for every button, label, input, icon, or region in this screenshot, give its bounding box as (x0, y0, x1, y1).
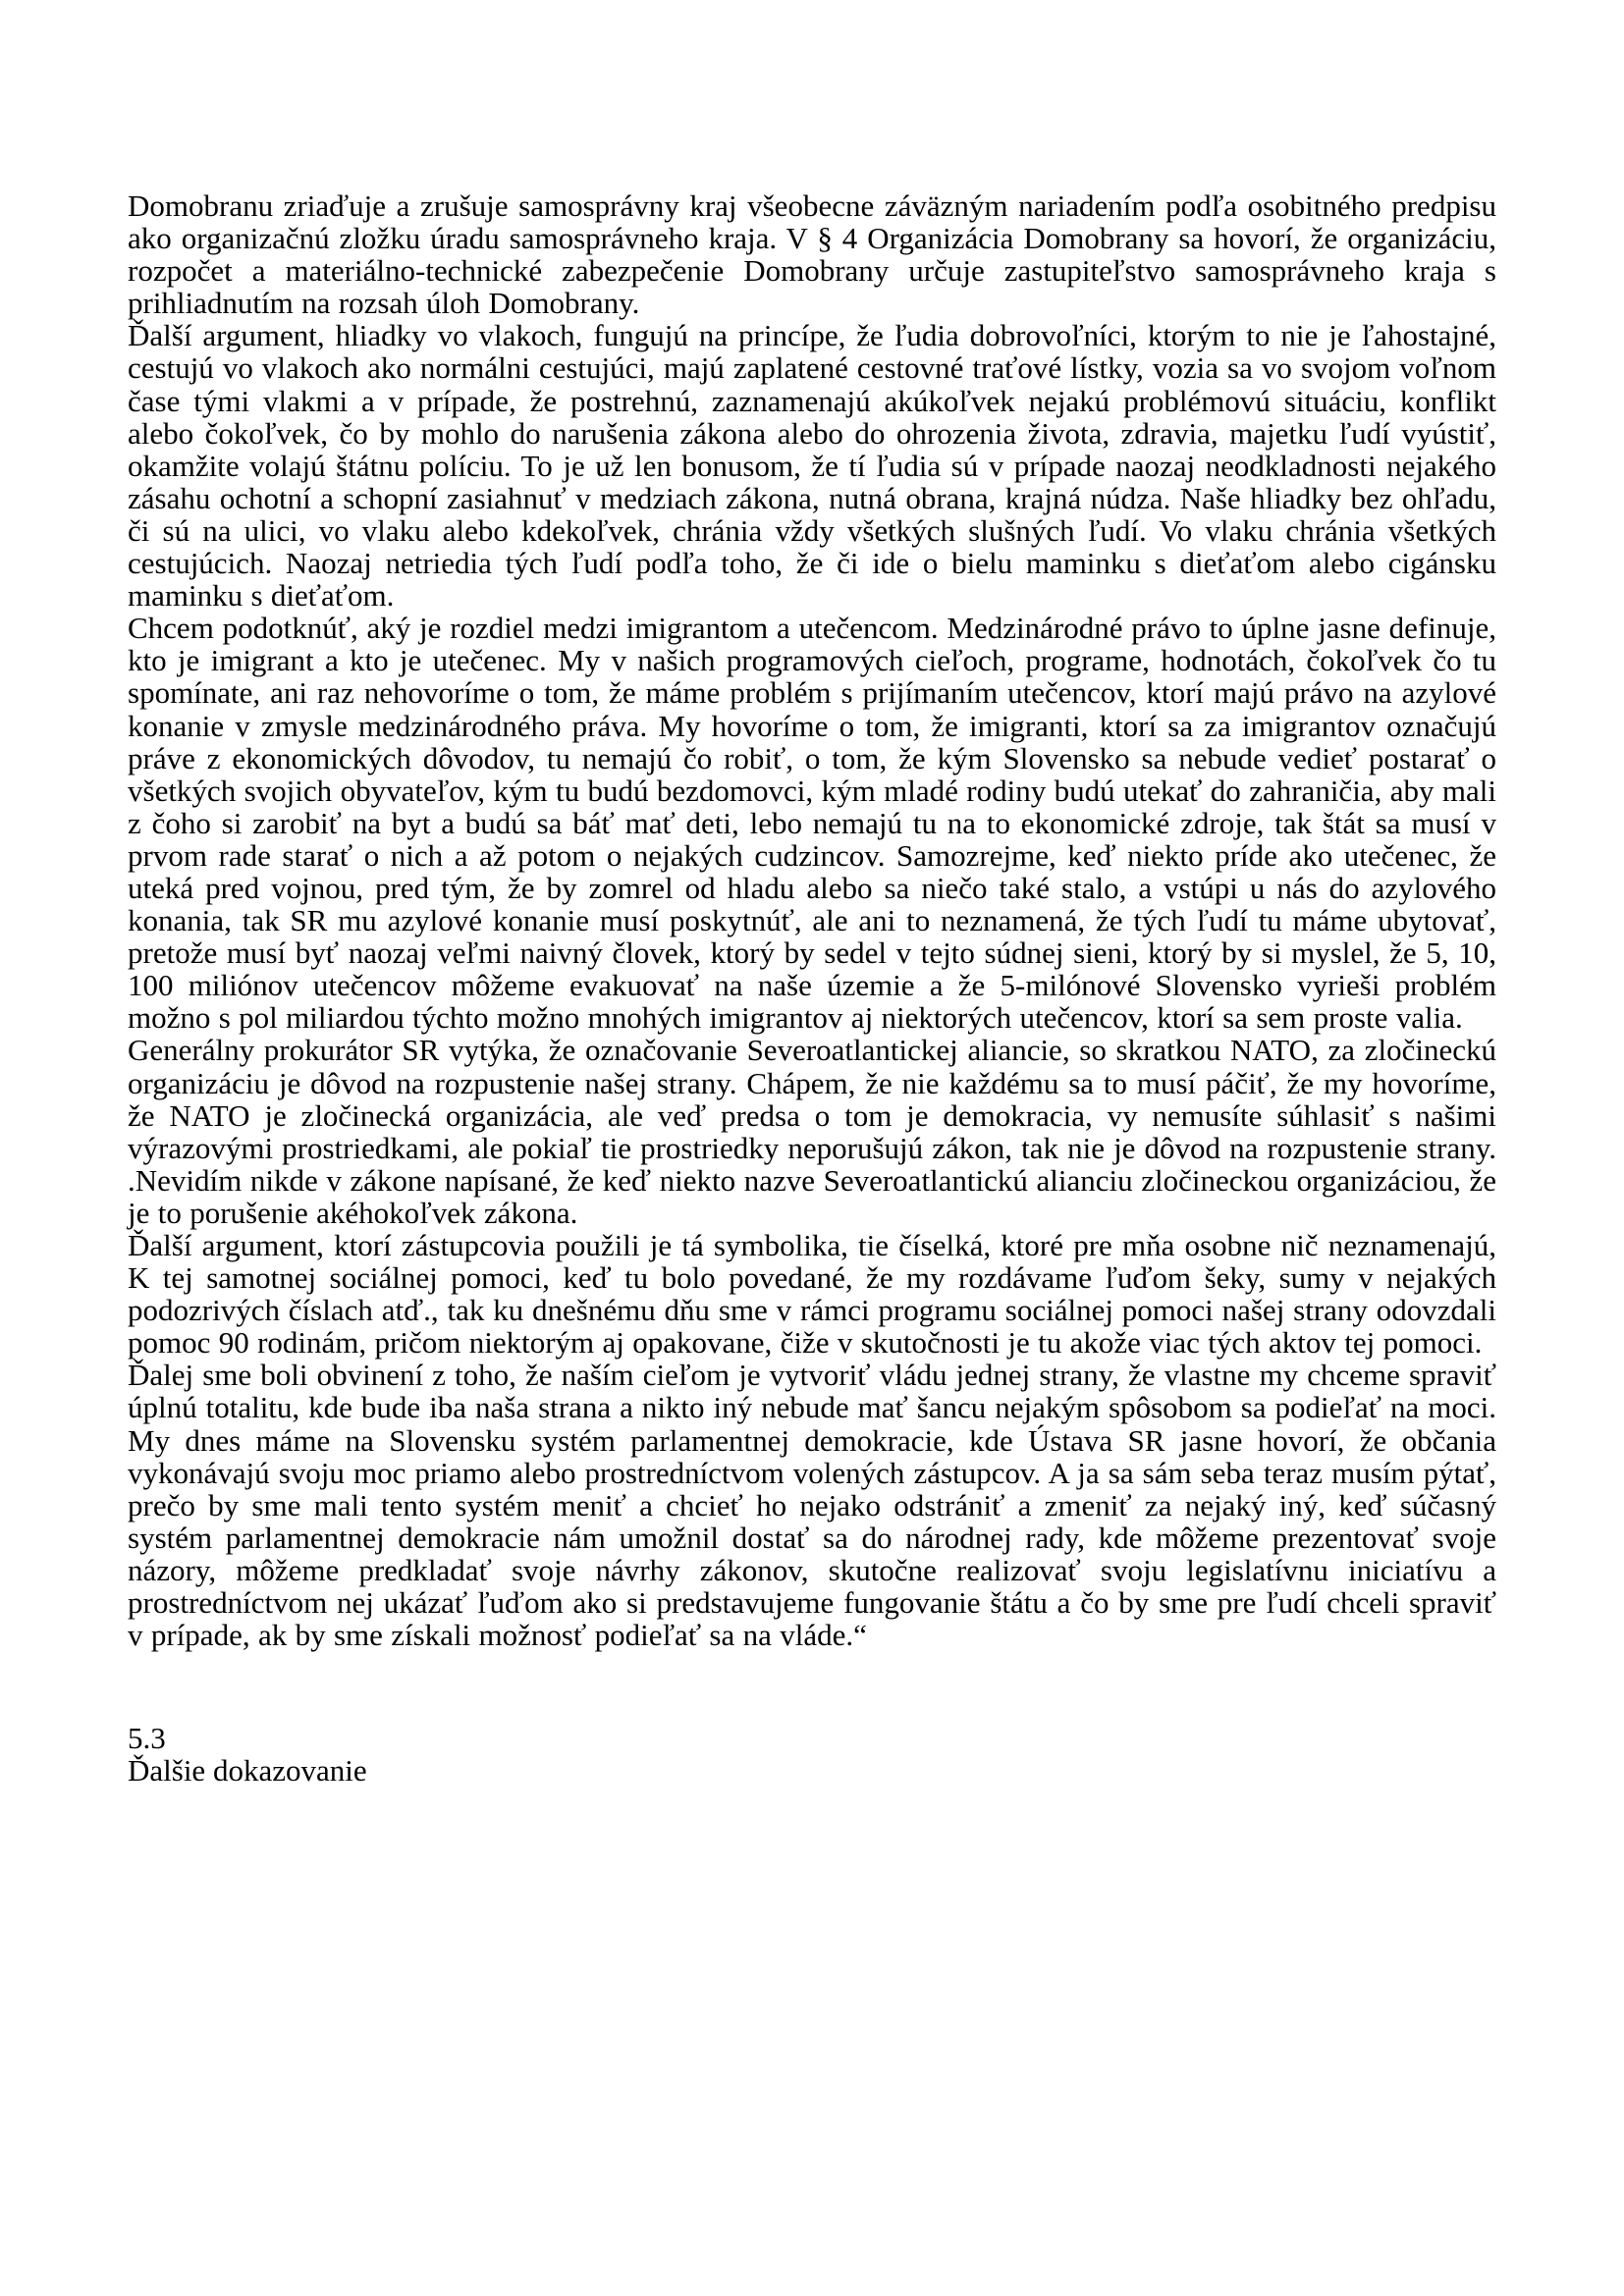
document-body (128, 189, 1496, 1787)
paragraph: Domobranu zriaďuje a zrušuje samosprávny kraj všeobecne záväzným nariadením podľa osobitného predpisu ako organizačnú zložku úradu samosprávneho kraja. V § 4 Organizácia Domobrany sa hovorí, že organizáciu, rozpočet a materiálno-technické zabezpečenie Domobrany určuje zastupiteľstvo samosprávneho kraja s prihliadnutím na rozsah úloh Domobrany. (128, 188, 1496, 321)
section-title: Ďalšie dokazovanie (128, 1753, 367, 1789)
paragraph: Generálny prokurátor SR vytýka, že označovanie Severoatlantickej aliancie, so skratkou NATO, za zločineckú organizáciu je dôvod na rozpustenie našej strany. Chápem, že nie každému sa to musí páčiť, že my hovoríme, že NATO je zločinecká organizácia, ale veď predsa o tom je demokracia, vy nemusíte súhlasiť s našimi výrazovými prostriedkami, ale pokiaľ tie prostriedky neporušujú zákon, tak nie je dôvod na rozpustenie strany. .Nevidím nikde v zákone napísané, že keď niekto nazve Severoatlantickú alianciu zločineckou organizáciou, že je to porušenie akéhokoľvek zákona. (128, 1033, 1496, 1230)
paragraph: Ďalej sme boli obvinení z toho, že naším cieľom je vytvoriť vládu jednej strany, že vlastne my chceme spraviť úplnú totalitu, kde bude iba naša strana a nikto iný nebude mať šancu nejakým spôsobom sa podieľať na moci. My dnes máme na Slovensku systém parlamentnej demokracie, kde Ústava SR jasne hovorí, že občania vykonávajú svoju moc priamo alebo prostredníctvom volených zástupcov. A ja sa sám seba teraz musím pýtať, prečo by sme mali tento systém meniť a chcieť ho nejako odstrániť a zmeniť za nejaký iný, keď súčasný systém parlamentnej demokracie nám umožnil dostať sa do národnej rady, kde môžeme prezentovať svoje názory, môžeme predkladať svoje návrhy zákonov, skutočne realizovať svoju legislatívnu iniciatívu a prostredníctvom nej ukázať ľuďom ako si predstavujeme fungovanie štátu a čo by sme pre ľudí chceli spraviť v prípade, ak by sme získali možnosť podieľať sa na vláde.“ (128, 1358, 1496, 1653)
paragraph: Ďalší argument, ktorí zástupcovia použili je tá symbolika, tie číselká, ktoré pre mňa osobne nič neznamenajú, K tej samotnej sociálnej pomoci, keď tu bolo povedané, že my rozdávame ľuďom šeky, sumy v nejakých podozrivých číslach atď., tak ku dnešnému dňu sme v rámci programu sociálnej pomoci našej strany odovzdali pomoc 90 rodinám, pričom niektorým aj opakovane, čiže v skutočnosti je tu akože viac tých aktov tej pomoci. (128, 1228, 1496, 1361)
paragraph: Ďalší argument, hliadky vo vlakoch, fungujú na princípe, že ľudia dobrovoľníci, ktorým to nie je ľahostajné, cestujú vo vlakoch ako normálni cestujúci, majú zaplatené cestovné traťové lístky, vozia sa vo svojom voľnom čase tými vlakmi a v prípade, že postrehnú, zaznamenajú akúkoľvek nejakú problémovú situáciu, konflikt alebo čokoľvek, čo by mohlo do narušenia zákona alebo do ohrozenia života, zdravia, majetku ľudí vyústiť, okamžite volajú štátnu políciu. To je už len bonusom, že tí ľudia sú v prípade naozaj neodkladnosti nejakého zásahu ochotní a schopní zasiahnuť v medziach zákona, nutná obrana, krajná núdza. Naše hliadky bez ohľadu, či sú na ulici, vo vlaku alebo kdekoľvek, chránia vždy všetkých slušných ľudí. Vo vlaku chránia všetkých cestujúcich. Naozaj netriedia tých ľudí podľa toho, že či ide o bielu maminku s dieťaťom alebo cigánsku maminku s dieťaťom. (128, 318, 1496, 614)
section-number: 5.3 (128, 1721, 166, 1756)
paragraph: Chcem podotknúť, aký je rozdiel medzi imigrantom a utečencom. Medzinárodné právo to úplne jasne definuje, kto je imigrant a kto je utečenec. My v našich programových cieľoch, programe, hodnotách, čokoľvek čo tu spomínate, ani raz nehovoríme o tom, že máme problém s prijímaním utečencov, ktorí majú právo na azylové konanie v zmysle medzinárodného práva. My hovoríme o tom, že imigranti, ktorí sa za imigrantov označujú práve z ekonomických dôvodov, tu nemajú čo robiť, o tom, že kým Slovensko sa nebude vedieť postarať o všetkých svojich obyvateľov, kým tu budú bezdomovci, kým mladé rodiny budú utekať do zahraničia, aby mali z čoho si zarobiť na byt a budú sa báť mať deti, lebo nemajú tu na to ekonomické zdroje, tak štát sa musí v prvom rade starať o nich a až potom o nejakých cudzincov. Samozrejme, keď niekto príde ako utečenec, že uteká pred vojnou, pred tým, že by zomrel od hladu alebo sa niečo také stalo, a vstúpi u nás do azylového konania, tak SR mu azylové konanie musí poskytnúť, ale ani to neznamená, že tých ľudí tu máme ubytovať, pretože musí byť naozaj veľmi naivný človek, ktorý by sedel v tejto súdnej sieni, ktorý by si myslel, že 5, 10, 100 miliónov utečencov môžeme evakuovať na naše územie a že 5-milónové Slovensko vyrieši problém možno s pol miliardou týchto možno mnohých imigrantov aj niektorých utečencov, ktorí sa sem proste valia. (128, 611, 1496, 1036)
section-heading (128, 1722, 1496, 1787)
